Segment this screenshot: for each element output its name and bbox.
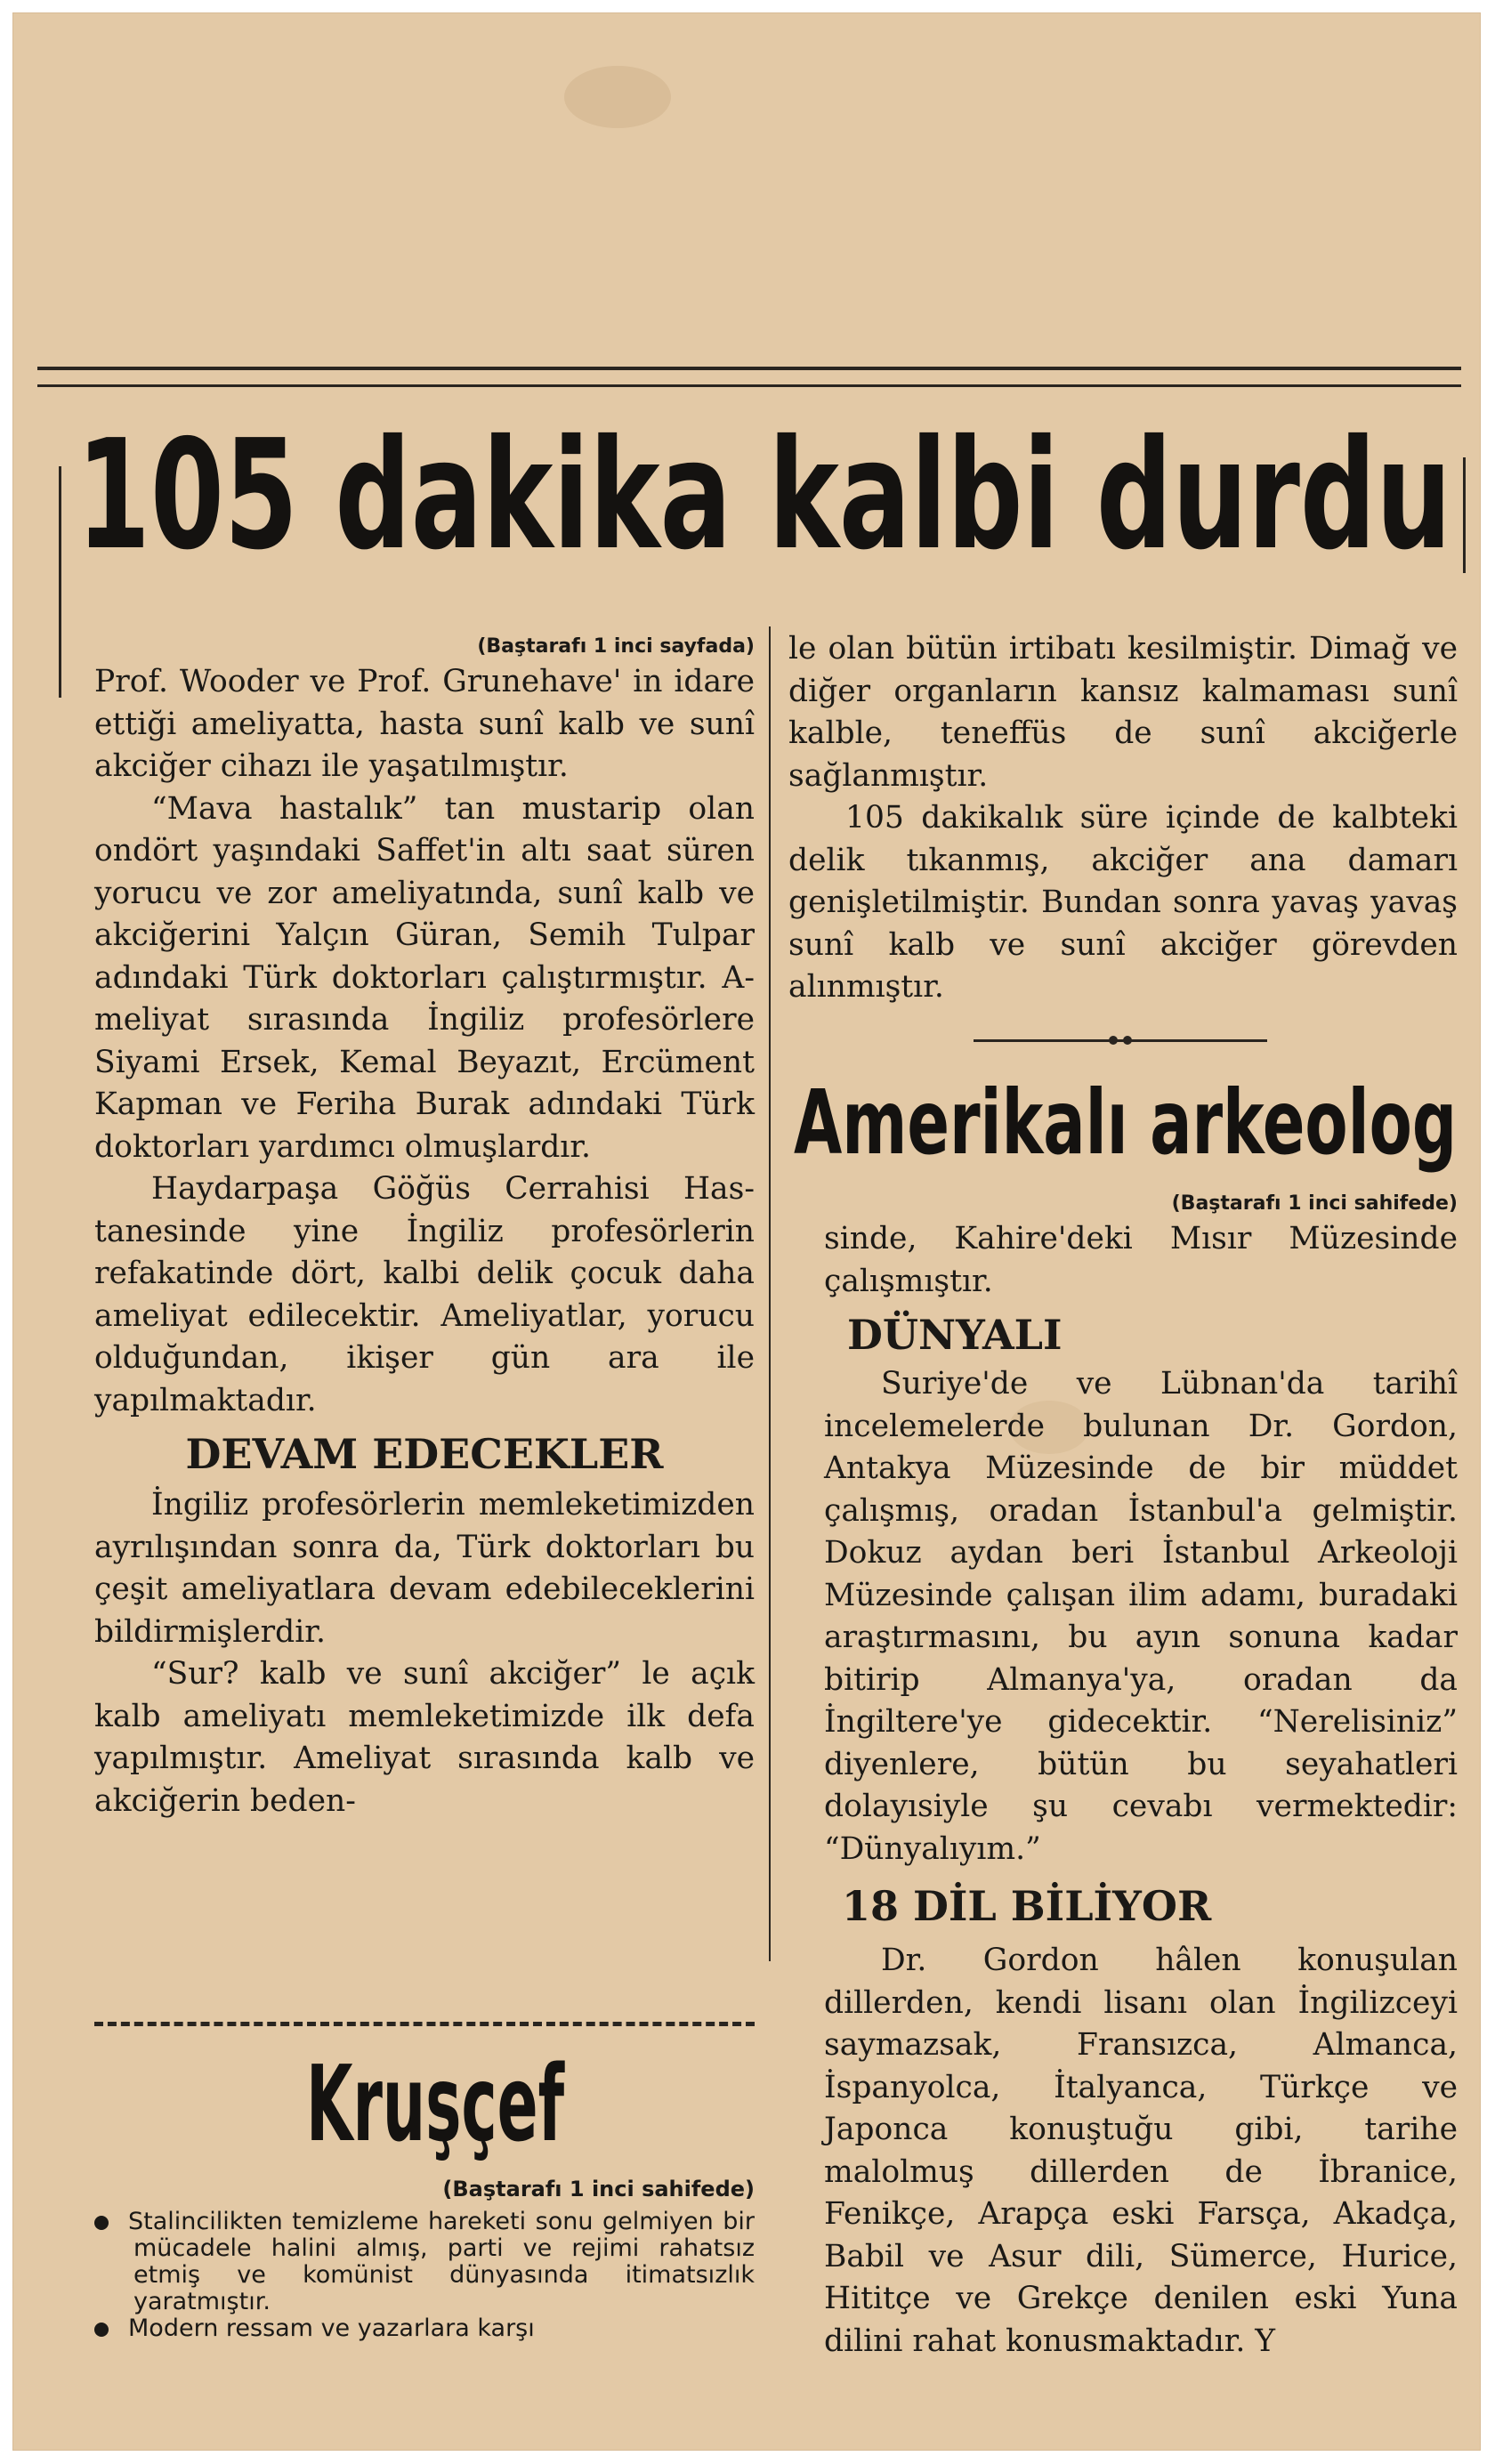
continuation-note: (Baştarafı 1 inci sayfada) bbox=[477, 635, 755, 658]
continuation-note: (Baştarafı 1 inci sahifede) bbox=[442, 2177, 755, 2201]
paper-stain bbox=[564, 66, 671, 128]
paragraph: Haydarpaşa Göğüs Cerrahisi Hastanesinde yine İngiliz profesörlerin refakatinde dört, kalbi delik çocuk daha ameliyat edilecektir. Ameliyatlar, yorucu olduğundan, ikişer gün ara ile yapılmaktadır. bbox=[94, 1171, 755, 1418]
headline: 105 dakika kalbi durdu bbox=[77, 408, 1452, 584]
bullet-paragraph: Stalincilikten temizleme hareketi sonu gelmiyen bir mücadele halini almış, parti ve rejimi rahatsız etmiş ve komünist dünyasında itimatsızlık yaratmıştır. bbox=[94, 2209, 755, 2315]
newspaper-clipping bbox=[12, 12, 1481, 2451]
arkeolog-headline: Amerikalı arkeolog bbox=[794, 1070, 1458, 1175]
ornament-dot bbox=[1123, 1036, 1132, 1045]
paragraph: sinde, Kahire'deki Mısır Müzesinde çalışmıştır. bbox=[824, 1221, 1458, 1299]
arkeolog-article bbox=[824, 1192, 1458, 2363]
ornament-rule bbox=[974, 1039, 1267, 1042]
top-rule bbox=[37, 367, 1461, 370]
column-divider bbox=[769, 626, 771, 1961]
paragraph: “Mava hastalık” tan mustarip olan ondört yaşındaki Saffet'in altı saat süren yorucu ve zor ameliyatında, sunî kalb ve akciğerini Yalçın Güran, Semih Tulpar adındaki Türk doktorları çalıştırmıştır. Ameliyat sırasında İngiliz profesörlere Siyami Ersek, Kemal Beyazıt, Ercüment Kapman ve Feriha Burak adındaki Türk doktorları yardımcı olmuşlardır. bbox=[94, 790, 755, 1165]
left-column bbox=[94, 635, 755, 1822]
subheading: 18 DİL BİLİYOR bbox=[842, 1882, 1212, 1930]
kruscef-article bbox=[94, 2177, 755, 2342]
kruscef-headline: Kruşçef bbox=[306, 2042, 565, 2165]
bullet-icon bbox=[94, 2323, 109, 2337]
paragraph: “Sur? kalb ve sunî akciğer” le açık kalb ameliyatı memleketimizde ilk defa yapılmıştır. Ameliyat sırasında kalb ve akciğerin beden- bbox=[94, 1656, 755, 1819]
paragraph: İngiliz profesörlerin memleketimizden ayrılışından sonra da, Türk doktorları bu çeşit ameliyatlara devam edebileceklerini bildirmişlerdir. bbox=[94, 1487, 755, 1650]
ornament-dot bbox=[1109, 1036, 1118, 1045]
right-column bbox=[788, 628, 1458, 1009]
top-rule bbox=[37, 384, 1461, 387]
continuation-note: (Baştarafı 1 inci sahifede) bbox=[1171, 1192, 1458, 1215]
subheading: DÜNYALI bbox=[847, 1311, 1063, 1359]
dashed-separator bbox=[94, 2022, 755, 2026]
subheading: DEVAM EDECEKLER bbox=[185, 1430, 664, 1478]
paragraph: 105 dakikalık süre içinde de kalbteki delik tıkanmış, akciğer ana damarı genişletilmiştir. Bundan sonra yavaş yavaş sunî kalb ve sunî akciğer görevden alınmıştır. bbox=[788, 800, 1458, 1005]
paragraph: Prof. Wooder ve Prof. Grunehave' in idare ettiği ameliyatta, hasta sunî kalb ve sunî akciğer cihazı ile yaşatılmıştır. bbox=[94, 664, 755, 784]
bullet-paragraph: Modern ressam ve yazarlara karşı bbox=[94, 2315, 755, 2342]
border-line bbox=[59, 466, 61, 698]
bullet-icon bbox=[94, 2216, 109, 2230]
paragraph: Dr. Gordon hâlen konuşulan dillerden, kendi lisanı olan İngilizceyi saymazsak, Fransızca, Almanca, İspanyolca, İtalyanca, Türkçe ve Japonca konuştuğu gibi, tarihe malolmuş dillerden de İbranice, Fenikçe, Arapça eski Farsça, Akadça, Babil ve Asur dili, Sümerce, Hurice, Hititçe ve Grekçe denilen eski Yuna dilini rahat konusmaktadır. Y bbox=[824, 1943, 1458, 2359]
paragraph: Suriye'de ve Lübnan'da tarihî incelemelerde bulunan Dr. Gordon, Antakya Müzesinde de bir müddet çalışmış, oradan İstanbul'a gelmiştir. Dokuz aydan beri İstanbul Arkeoloji Müzesinde çalışan ilim adamı, buradaki araştırmasını, bu ayın sonuna kadar bitirip Almanya'ya, oradan da İngiltere'ye gidecektir. “Nerelisiniz” diyenlere, bütün bu seyahatleri dolayısiyle şu cevabı vermektedir: “Dünyalıyım.” bbox=[824, 1366, 1458, 1867]
border-line bbox=[1463, 457, 1466, 573]
paragraph: le olan bütün irtibatı kesilmiştir. Dimağ ve diğer organların kansız kalmaması sunî kalble, teneffüs de sunî akciğerle sağlanmıştır. bbox=[788, 631, 1458, 794]
